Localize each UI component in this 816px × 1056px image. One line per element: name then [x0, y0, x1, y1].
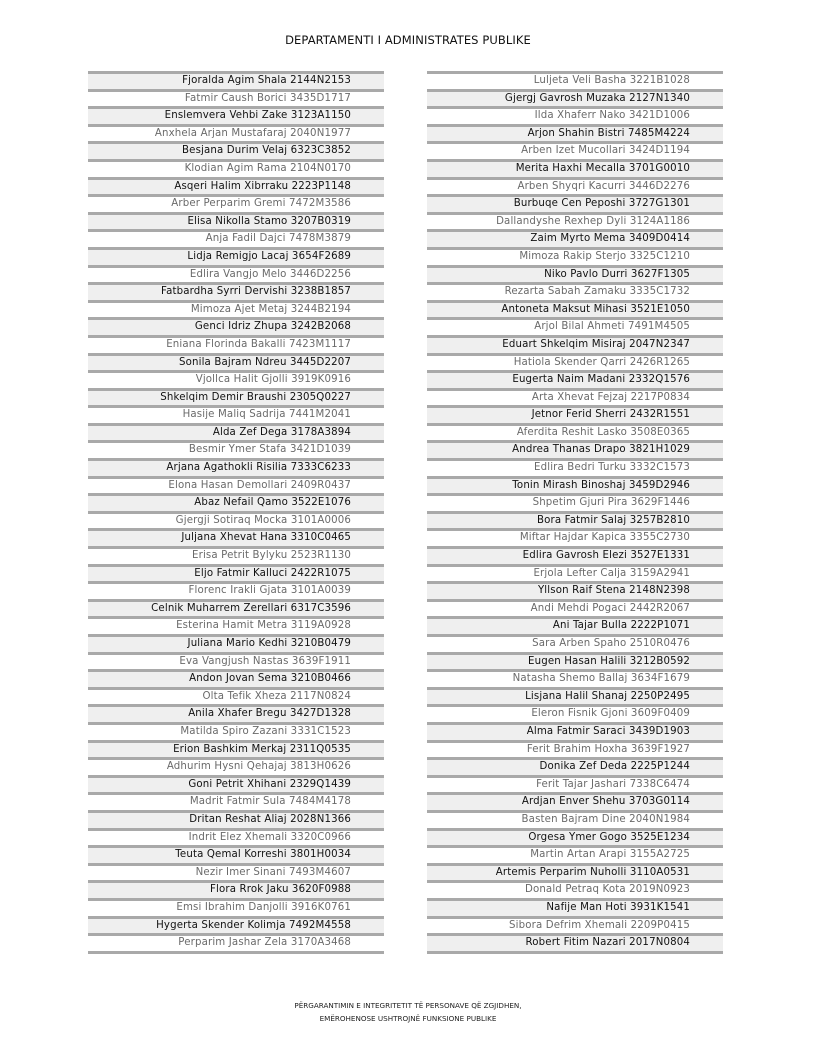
list-item: Lisjana Halil Shanaj 2250P2495: [427, 687, 723, 705]
list-item: Elisa Nikolla Stamo 3207B0319: [88, 212, 384, 230]
list-item: Hatiola Skender Qarri 2426R1265: [427, 353, 723, 371]
list-item: Arber Perparim Gremi 7472M3586: [88, 194, 384, 212]
list-item: Orgesa Ymer Gogo 3525E1234: [427, 828, 723, 846]
list-item: Florenc Irakli Gjata 3101A0039: [88, 581, 384, 599]
list-item: Anila Xhafer Bregu 3427D1328: [88, 704, 384, 722]
list-item: Fjoralda Agim Shala 2144N2153: [88, 71, 384, 89]
list-item: Fatmir Caush Borici 3435D1717: [88, 89, 384, 107]
list-item: Abaz Nefail Qamo 3522E1076: [88, 493, 384, 511]
list-item: Hasije Maliq Sadrija 7441M2041: [88, 405, 384, 423]
list-item: Eva Vangjush Nastas 3639F1911: [88, 652, 384, 670]
list-item: Bora Fatmir Salaj 3257B2810: [427, 511, 723, 529]
list-item: Dallandyshe Rexhep Dyli 3124A1186: [427, 212, 723, 230]
list-item: Arjol Bilal Ahmeti 7491M4505: [427, 317, 723, 335]
list-item: Natasha Shemo Ballaj 3634F1679: [427, 669, 723, 687]
list-item: Basten Bajram Dine 2040N1984: [427, 810, 723, 828]
list-item: Olta Tefik Xheza 2117N0824: [88, 687, 384, 705]
list-item: Luljeta Veli Basha 3221B1028: [427, 71, 723, 89]
list-item: Burbuqe Cen Peposhi 3727G1301: [427, 194, 723, 212]
list-item: Miftar Hajdar Kapica 3355C2730: [427, 528, 723, 546]
list-item: Teuta Qemal Korreshi 3801H0034: [88, 845, 384, 863]
list-item: Andrea Thanas Drapo 3821H1029: [427, 440, 723, 458]
list-item: Anja Fadil Dajci 7478M3879: [88, 229, 384, 247]
list-item: Anxhela Arjan Mustafaraj 2040N1977: [88, 124, 384, 142]
list-item: Elona Hasan Demollari 2409R0437: [88, 476, 384, 494]
list-item: Robert Fitim Nazari 2017N0804: [427, 933, 723, 951]
left-name-list: [88, 71, 384, 954]
list-item: Eugen Hasan Halili 3212B0592: [427, 652, 723, 670]
list-item: Edlira Bedri Turku 3332C1573: [427, 458, 723, 476]
list-end-rule: [427, 951, 723, 954]
list-item: Erion Bashkim Merkaj 2311Q0535: [88, 740, 384, 758]
list-item: Madrit Fatmir Sula 7484M4178: [88, 792, 384, 810]
list-item: Andi Mehdi Pogaci 2442R2067: [427, 599, 723, 617]
list-item: Arben Izet Mucollari 3424D1194: [427, 141, 723, 159]
list-item: Artemis Perparim Nuholli 3110A0531: [427, 863, 723, 881]
list-item: Mimoza Ajet Metaj 3244B2194: [88, 300, 384, 318]
list-item: Lidja Remigjo Lacaj 3654F2689: [88, 247, 384, 265]
list-item: Antoneta Maksut Mihasi 3521E1050: [427, 300, 723, 318]
list-item: Emsi Ibrahim Danjolli 3916K0761: [88, 898, 384, 916]
list-item: Arta Xhevat Fejzaj 2217P0834: [427, 388, 723, 406]
list-item: Erjola Lefter Calja 3159A2941: [427, 564, 723, 582]
list-item: Eduart Shkelqim Misiraj 2047N2347: [427, 335, 723, 353]
list-item: Rezarta Sabah Zamaku 3335C1732: [427, 282, 723, 300]
list-item: Genci Idriz Zhupa 3242B2068: [88, 317, 384, 335]
list-item: Juliana Mario Kedhi 3210B0479: [88, 634, 384, 652]
footer-line-1: PËRGARANTIMIN E INTEGRITETIT TË PERSONAVE QË ZGJIDHEN,: [294, 1001, 522, 1010]
list-item: Nezir Imer Sinani 7493M4607: [88, 863, 384, 881]
list-item: Jetnor Ferid Sherri 2432R1551: [427, 405, 723, 423]
list-item: Juljana Xhevat Hana 3310C0465: [88, 528, 384, 546]
list-item: Enslemvera Vehbi Zake 3123A1150: [88, 106, 384, 124]
list-item: Hygerta Skender Kolimja 7492M4558: [88, 916, 384, 934]
list-item: Fatbardha Syrri Dervishi 3238B1857: [88, 282, 384, 300]
list-end-rule: [88, 951, 384, 954]
list-item: Vjollca Halit Gjolli 3919K0916: [88, 370, 384, 388]
list-item: Indrit Elez Xhemali 3320C0966: [88, 828, 384, 846]
list-item: Ferit Brahim Hoxha 3639F1927: [427, 740, 723, 758]
list-item: Sibora Defrim Xhemali 2209P0415: [427, 916, 723, 934]
list-item: Ardjan Enver Shehu 3703G0114: [427, 792, 723, 810]
list-item: Matilda Spiro Zazani 3331C1523: [88, 722, 384, 740]
page-footer: [0, 999, 816, 1025]
list-item: Flora Rrok Jaku 3620F0988: [88, 880, 384, 898]
list-item: Shpetim Gjuri Pira 3629F1446: [427, 493, 723, 511]
list-item: Ilda Xhaferr Nako 3421D1006: [427, 106, 723, 124]
list-item: Eleron Fisnik Gjoni 3609F0409: [427, 704, 723, 722]
list-item: Donika Zef Deda 2225P1244: [427, 757, 723, 775]
list-item: Ferit Tajar Jashari 7338C6474: [427, 775, 723, 793]
right-name-list: [427, 71, 723, 954]
page-title: DEPARTAMENTI I ADMINISTRATES PUBLIKE: [285, 33, 531, 47]
footer-line-2: EMËROHENOSE USHTROJNË FUNKSIONE PUBLIKE: [319, 1014, 497, 1023]
list-item: Sonila Bajram Ndreu 3445D2207: [88, 353, 384, 371]
list-item: Arjana Agathokli Risilia 7333C6233: [88, 458, 384, 476]
list-item: Ani Tajar Bulla 2222P1071: [427, 616, 723, 634]
list-item: Tonin Mirash Binoshaj 3459D2946: [427, 476, 723, 494]
list-item: Eugerta Naim Madani 2332Q1576: [427, 370, 723, 388]
list-item: Erisa Petrit Bylyku 2523R1130: [88, 546, 384, 564]
list-item: Mimoza Rakip Sterjo 3325C1210: [427, 247, 723, 265]
list-item: Martin Artan Arapi 3155A2725: [427, 845, 723, 863]
list-item: Edlira Vangjo Melo 3446D2256: [88, 265, 384, 283]
list-item: Zaim Myrto Mema 3409D0414: [427, 229, 723, 247]
list-item: Klodian Agim Rama 2104N0170: [88, 159, 384, 177]
list-item: Shkelqim Demir Braushi 2305Q0227: [88, 388, 384, 406]
list-item: Perparim Jashar Zela 3170A3468: [88, 933, 384, 951]
list-item: Goni Petrit Xhihani 2329Q1439: [88, 775, 384, 793]
list-item: Nafije Man Hoti 3931K1541: [427, 898, 723, 916]
list-item: Adhurim Hysni Qehajaj 3813H0626: [88, 757, 384, 775]
list-item: Alda Zef Dega 3178A3894: [88, 423, 384, 441]
list-item: Andon Jovan Sema 3210B0466: [88, 669, 384, 687]
list-item: Alma Fatmir Saraci 3439D1903: [427, 722, 723, 740]
list-item: Donald Petraq Kota 2019N0923: [427, 880, 723, 898]
list-item: Merita Haxhi Mecalla 3701G0010: [427, 159, 723, 177]
list-item: Eniana Florinda Bakalli 7423M1117: [88, 335, 384, 353]
list-item: Asqeri Halim Xibrraku 2223P1148: [88, 177, 384, 195]
list-item: Aferdita Reshit Lasko 3508E0365: [427, 423, 723, 441]
list-item: Niko Pavlo Durri 3627F1305: [427, 265, 723, 283]
list-item: Besmir Ymer Stafa 3421D1039: [88, 440, 384, 458]
list-item: Eljo Fatmir Kalluci 2422R1075: [88, 564, 384, 582]
list-item: Arben Shyqri Kacurri 3446D2276: [427, 177, 723, 195]
list-item: Edlira Gavrosh Elezi 3527E1331: [427, 546, 723, 564]
list-item: Celnik Muharrem Zerellari 6317C3596: [88, 599, 384, 617]
list-item: Gjergji Sotiraq Mocka 3101A0006: [88, 511, 384, 529]
list-item: Yllson Raif Stena 2148N2398: [427, 581, 723, 599]
list-item: Esterina Hamit Metra 3119A0928: [88, 616, 384, 634]
list-item: Arjon Shahin Bistri 7485M4224: [427, 124, 723, 142]
list-item: Dritan Reshat Aliaj 2028N1366: [88, 810, 384, 828]
list-item: Sara Arben Spaho 2510R0476: [427, 634, 723, 652]
list-item: Besjana Durim Velaj 6323C3852: [88, 141, 384, 159]
list-item: Gjergj Gavrosh Muzaka 2127N1340: [427, 89, 723, 107]
